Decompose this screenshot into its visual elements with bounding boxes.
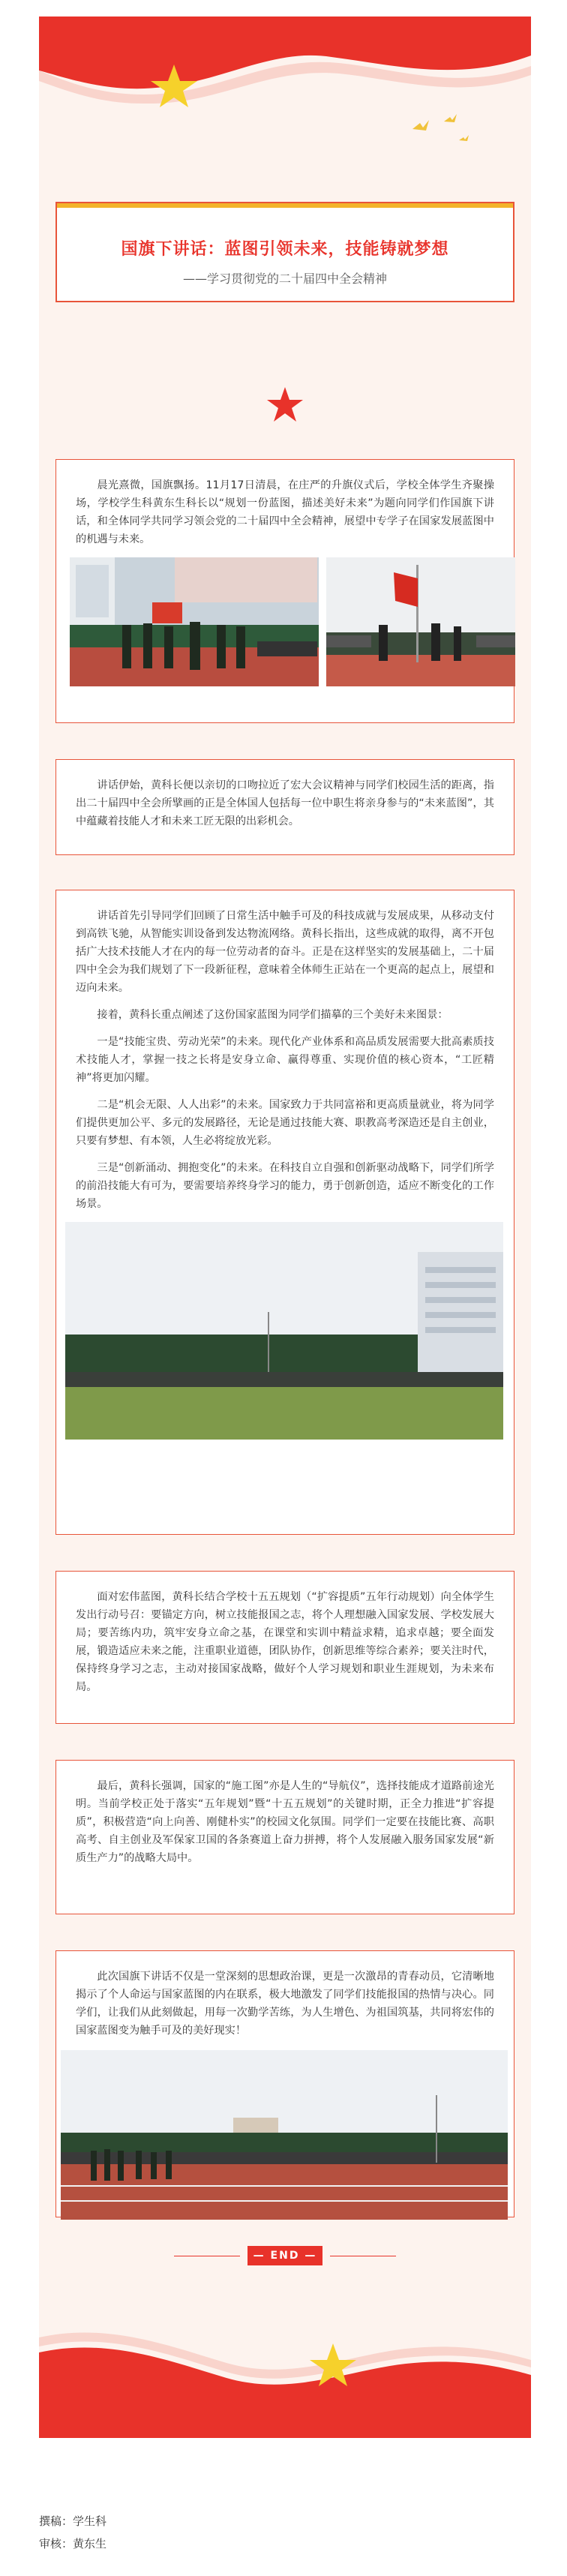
section-intro bbox=[56, 759, 514, 855]
end-label: END bbox=[270, 2250, 300, 2262]
paragraph: 一是“技能宝贵、劳动光荣”的未来。现代化产业体系和高品质发展需要大批高素质技术技能人才，掌握一技之长将是安身立命、赢得尊重、实现价值的核心资本，“工匠精神”将更加闪耀。 bbox=[76, 1036, 494, 1084]
star-icon bbox=[264, 384, 306, 426]
section-action-call bbox=[56, 1571, 514, 1724]
section-opening bbox=[56, 459, 514, 723]
article-credits bbox=[39, 2510, 106, 2555]
paragraph: 三是“创新涌动、拥抱变化”的未来。在科技自立自强和创新驱动战略下，同学们所学的前沿技能大有可为，要需要培养终身学习的能力，勇于创新创造，适应不断变化的工作场景。 bbox=[76, 1162, 494, 1210]
assembly-playground-photo bbox=[65, 1222, 505, 1440]
title-card bbox=[56, 202, 514, 302]
paragraph: 讲话首先引导同学们回顾了日常生活中触手可及的科技成就与发展成果，从移动支付到高铁飞驰，从智能实训设备到发达物流网络。黄科长指出，这些成就的取得，离不开包括广大技术技能人才在内的每一位劳动者的奋斗。正是在这样坚实的发展基础上，二十届四中全会为我们规划了下一段新征程，意味着全体师生正站在一个更高的起点上，展望和迈向未来。 bbox=[76, 910, 494, 994]
page-subtitle: ——学习贯彻党的二十届四中全会精神 bbox=[182, 272, 387, 286]
article-page bbox=[39, 17, 531, 2438]
writer-credit: 撰稿：学生科 bbox=[39, 2514, 107, 2528]
paragraph: 晨光熹微，国旗飘扬。11月17日清晨，在庄严的升旗仪式后，学校全体学生齐聚操场，学校学生科黄东生科长以“规划一份蓝图，描述美好未来”为题向同学们作国旗下讲话，和全体同学共同学习领会党的二十届四中全会精神，展望中专学子在国家发展蓝图中的机遇与未来。 bbox=[76, 479, 494, 545]
paragraph: 面对宏伟蓝图，黄科长结合学校十五五规划（“扩容提质”五年行动规划）向全体学生发出行动号召：要锚定方向，树立技能报国之志，将个人理想融入国家发展、学校发展大局；要苦练内功，筑牢安身立命之基，在课堂和实训中精益求精，追求卓越；要全面发展，锻造适应未来之能，注重职业道德，团队协作，创新思维等综合素养；要关注时代，保持终身学习之志，主动对接国家战略，做好个人学习规划和职业生涯规划，为未来布局。 bbox=[76, 1591, 494, 1693]
section-closing bbox=[56, 1950, 514, 2217]
birds-icon bbox=[412, 114, 469, 141]
flag-guard-march-photo bbox=[70, 557, 319, 686]
flag-guard-assembly-photo bbox=[61, 2050, 509, 2220]
title-card-top-bar bbox=[57, 203, 513, 208]
paragraph: 最后，黄科长强调，国家的“施工图”亦是人生的“导航仪”，选择技能成才道路前途光明。当前学校正处于落实“五年规划”暨“十五五规划”的关键时期，正全力推进“扩容提质”，积极营造“向上向善、刚健朴实”的校园文化氛围。同学们一定要在技能比赛、高职高考、自主创业及军保家卫国的各条赛道上奋力拼搏，将个人发展融入服务国家发展“新质生产力”的战略大局中。 bbox=[76, 1780, 494, 1864]
paragraph: 接着，黄科长重点阐述了这份国家蓝图为同学们描摹的三个美好未来图景： bbox=[97, 1009, 448, 1021]
end-badge: — END — bbox=[248, 2246, 322, 2265]
section-conclusion bbox=[56, 1760, 514, 1914]
paragraph: 讲话伊始，黄科长便以亲切的口吻拉近了宏大会议精神与同学们校园生活的距离，指出二十届四中全会所擘画的正是全体国人包括每一位中职生将亲身参与的“未来蓝图”，其中蕴藏着技能人才和未来工匠无限的出彩机会。 bbox=[76, 779, 494, 827]
section-three-visions bbox=[56, 890, 514, 1535]
reviewer-credit: 审核：黄东生 bbox=[39, 2537, 107, 2550]
paragraph: 此次国旗下讲话不仅是一堂深刻的思想政治课，更是一次激昂的青春动员，它清晰地揭示了个人命运与国家蓝图的内在联系，极大地激发了同学们技能报国的热情与决心。同学们，让我们从此刻做起，用每一次勤学苦练，为人生增色、为祖国筑基，共同将宏伟的国家蓝图变为触手可及的美好现实！ bbox=[76, 1971, 494, 2037]
paragraph: 二是“机会无限、人人出彩”的未来。国家致力于共同富裕和更高质量就业，将为同学们提供更加公平、多元的发展路径，无论是通过技能大赛、职教高考深造还是自主创业，只要有梦想、有本领，人生必将绽放光彩。 bbox=[76, 1099, 494, 1147]
top-wave-banner bbox=[39, 17, 531, 144]
bottom-wave-banner bbox=[39, 2307, 531, 2438]
flag-raising-photo bbox=[326, 557, 515, 686]
page-title: 国旗下讲话：蓝图引领未来，技能铸就梦想 bbox=[121, 240, 449, 259]
